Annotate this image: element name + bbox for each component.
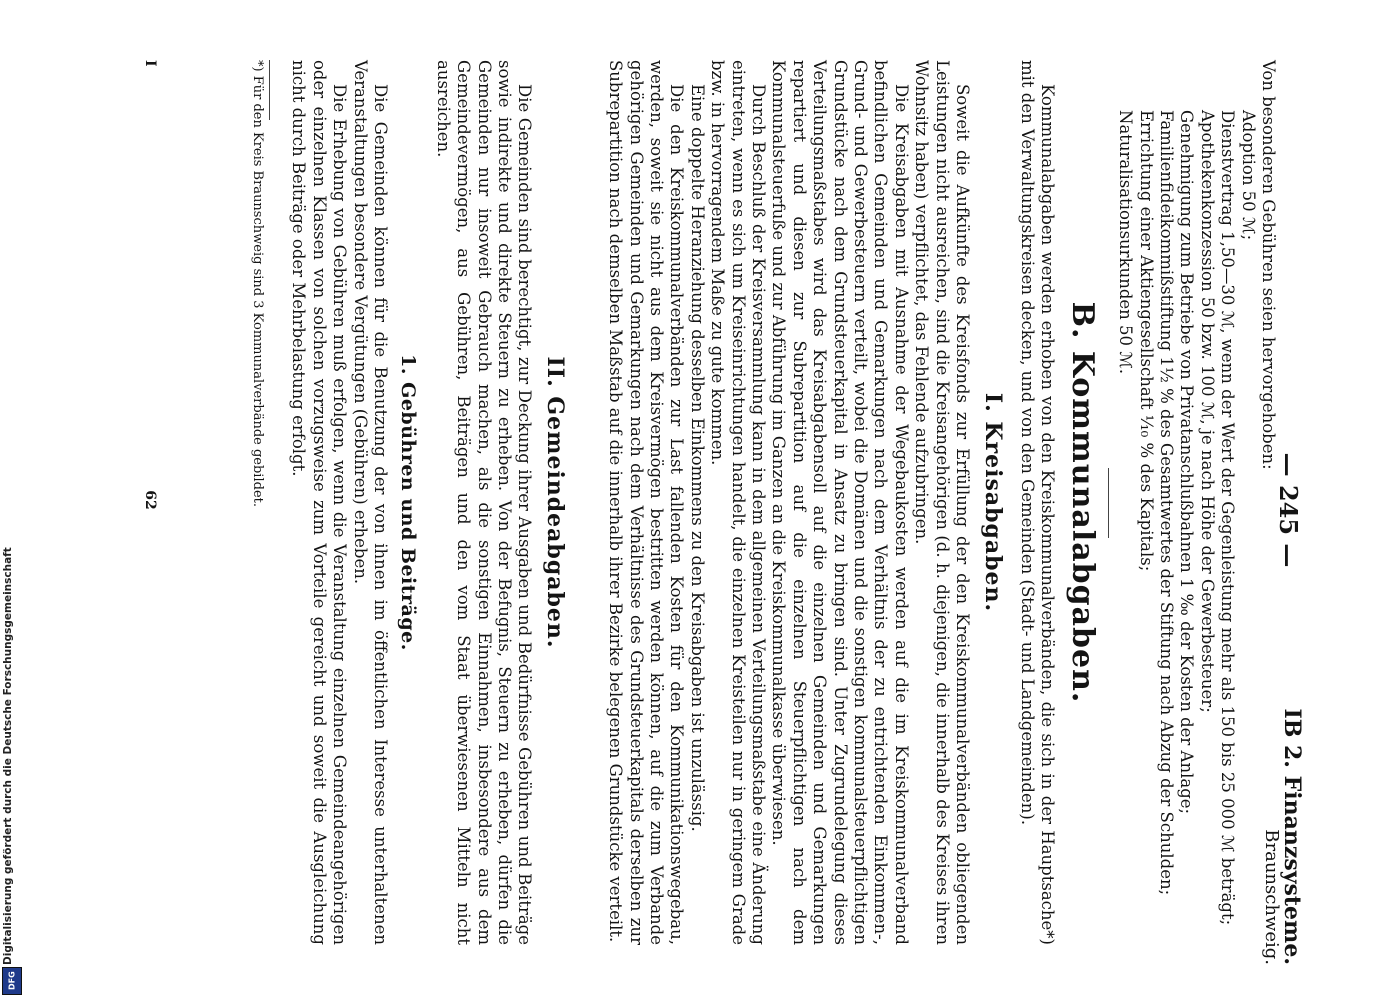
list-item: Familienfideikommißstiftung 1½ % des Gesamtwertes der Stiftung nach Abzug der Schulden; (1156, 110, 1176, 896)
paragraph: Die Gemeinden sind berechtigt, zur Deckung ihrer Ausgaben und Bedürfnisse Gebühren und Beiträge sowie indirekte und direkte Steuern zu erheben. Von der Befugnis, Steuern zu erheben, dürfen die Gemeinden nur insoweit Gebrauch machen, als die sonstigen Einnahmen, insbesondere aus dem Gemeindevermögen, aus Gebühren, Beiträgen und den vom Staat überwiesenen Mitteln nicht ausreichen. (433, 60, 535, 945)
heading-gemeindeabgaben: II. Gemeindeabgaben. (541, 356, 568, 649)
region-name: Braunschweig. (1260, 829, 1282, 965)
list-item: Adoption 50 ℳ; (1238, 110, 1258, 241)
paragraph: Kommunalabgaben werden erhoben von den Kreiskommunalverbänden, die sich in der Hauptsache*) mit den Verwaltungskreisen decken, und von den Gemeinden (Stadt- und Landgemeinden). (1017, 60, 1058, 945)
heading-gebuehren: 1. Gebühren und Beiträge. (397, 354, 420, 651)
sheet-number: 62 (142, 490, 158, 510)
list-item: Naturalisationsurkunden 50 ℳ. (1116, 110, 1136, 375)
paragraph: Soweit die Aufkünfte des Kreisfonds zur Erfüllung der den Kreiskommunalverbänden obliegenden Leistungen nicht ausreichen, sind die Kreisangehörigen (d. h. diejenigen, die innerhalb des Kreises ihren Wohnsitz haben) verpflichtet, das Fehlende aufzubringen. (912, 60, 973, 945)
list-item: Errichtung einer Aktiengesellschaft ¹⁄₁₀ % des Kapitals; (1136, 110, 1156, 572)
list-item: Genehmigung zum Betriebe von Privatanschlußbahnen 1 ‰ der Kosten der Anlage; (1177, 110, 1197, 815)
paragraph: Eine doppelte Heranziehung desselben Einkommens zu den Kreisabgaben ist unzulässig. (687, 84, 707, 832)
footnote-text: *) Für den Kreis Braunschweig sind 3 Kommunalverbände gebildet. (249, 60, 265, 507)
footnote (249, 60, 270, 945)
footnote-rule (269, 60, 270, 120)
section-code: IB 2. Finanzsysteme. (1279, 708, 1305, 965)
heading-kommunalabgaben: B. Kommunalabgaben. (1064, 301, 1100, 704)
page-number: — 245 — (1274, 452, 1303, 568)
paragraph: Die Erhebung von Gebühren muß erfolgen, wenn die Veranstaltung einzelnen Gemeindeangehörigen oder einzelnen Klassen von solchen vorzugsweise zum Vorteile gereicht und soweit die Ausgleichung nicht durch Beiträge oder Mehrbelastung erfolgt. (289, 60, 350, 945)
list-item: Dienstvertrag 1,50—30 ℳ, wenn der Wert der Gegenleistung mehr als 150 bis 25 000 ℳ beträgt; (1218, 110, 1238, 926)
intro-lead: Von besonderen Gebühren seien hervorgehoben: (1259, 60, 1278, 470)
paragraph: Die Gemeinden können für die Benutzung der von ihnen im öffentlichen Interesse unterhaltenen Veranstaltungen besondere Vergütungen (Gebühren) erheben. (350, 60, 390, 945)
intro-list (1115, 110, 1258, 945)
paragraph: Die Kreisabgaben mit Ausnahme der Wegebaukosten werden auf die im Kreiskommunalverband befindlichen Gemeinden und Gemarkungen nach dem Verhältnis der zu entrichtenden Einkommen-, Grund- und Gewerbesteuern verteilt, wobei die Domänen und die sonstigen kommunalsteuerpflichtigen Grundstücke nach dem Grundsteuerkapital in Ansatz zu bringen sind. Unter Zugrundelegung dieses Verteilungsmaßstabes wird das Kreisabgabensoll auf die einzelnen Gemeinden und Gemarkungen repartiert und diesen zur Subrepartition auf die einzelnen Steuerpflichtigen nach dem Kommunalsteuerfuße und zur Abführung im Ganzen an die Kreiskommunalkasse überwiesen. (769, 60, 911, 945)
paragraph: Die den Kreiskommunalverbänden zur Last fallenden Kosten für den Kommunikationswegebau, werden, soweit sie nicht aus dem Kreisvermögen bestritten werden können, auf die zum Verbande gehörigen Gemeinden und Gemarkungen nach dem Verhältnisse des Grundsteuerkapitals derselben zur Subrepartition nach demselben Maßstab auf die innerhalb ihrer Bezirke belegenen Grundstücke verteilt. (606, 60, 687, 945)
heading-kreisabgaben: I. Kreisabgaben. (979, 392, 1006, 613)
list-item: Apothekenkonzession 50 bzw. 100 ℳ, je nach Höhe der Gewerbesteuer; (1197, 110, 1217, 713)
paragraph: Durch Beschluß der Kreisversammlung kann in dem allgemeinen Verteilungsmaßstabe eine Änderung eintreten, wenn es sich um Kreiseinrichtungen handelt, die einzelnen Kreisteilen nur in geringem Grade bzw. in hervorragendem Maße zu gute kommen. (708, 60, 769, 945)
signature-mark: I (142, 60, 158, 67)
dfg-logo: DFG (2, 967, 22, 995)
text-column (249, 60, 1278, 945)
digitization-credit (0, 547, 22, 995)
credit-text: Digitalisierung gefördert durch die Deutsche Forschungsgemeinschaft (2, 547, 14, 965)
divider (1108, 468, 1109, 538)
